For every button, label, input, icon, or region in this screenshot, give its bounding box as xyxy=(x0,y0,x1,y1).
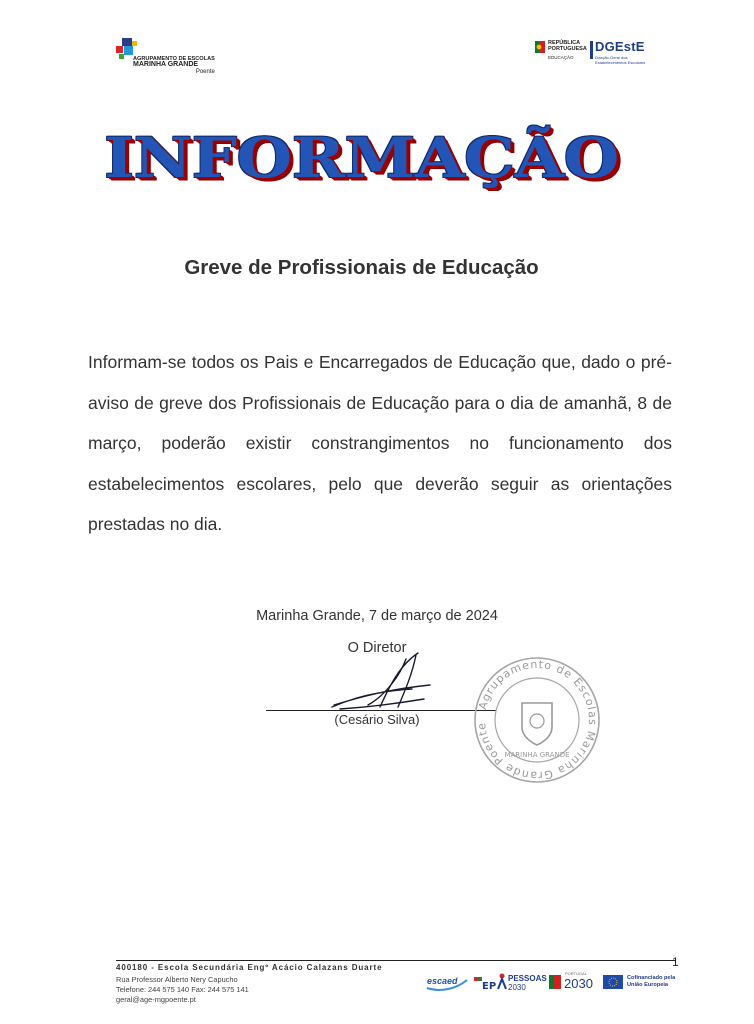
eu-flag-icon xyxy=(603,975,623,989)
pessoas-year: 2030 xyxy=(508,983,526,992)
svg-text:Agrupamento de Escolas Marinha xyxy=(475,658,599,782)
dgeste-sub1: Direção-Geral dos xyxy=(595,55,628,60)
footer-divider xyxy=(116,960,676,961)
place-date: Marinha Grande, 7 de março de 2024 xyxy=(256,608,498,624)
school-logo-line1: AGRUPAMENTO DE ESCOLAS xyxy=(133,56,215,62)
portugal-emblem-icon xyxy=(535,41,545,53)
portugal-year: 2030 xyxy=(564,976,593,991)
portugal-2030-logo xyxy=(549,972,599,992)
svg-text:EP: EP xyxy=(482,981,497,992)
school-seal-stamp-icon xyxy=(472,655,602,785)
ep-logo-icon xyxy=(473,972,497,992)
footer-school-name: 400180 - Escola Secundária Engº Acácio Calazans Duarte xyxy=(116,963,383,972)
eu-cofinancing-logo xyxy=(603,972,683,992)
dgeste-bar-icon xyxy=(590,41,593,59)
page-number: 1 xyxy=(672,955,679,969)
pessoas-text: PESSOAS xyxy=(508,974,547,983)
footer-phone: Telefone: 244 575 140 Fax: 244 575 141 xyxy=(116,985,249,994)
gov-logo-line1: REPÚBLICA xyxy=(548,40,581,46)
signature-icon xyxy=(320,645,440,715)
stamp-outer-text: Agrupamento de Escolas Marinha Grande Poente xyxy=(474,657,600,783)
signature-line xyxy=(266,710,496,711)
portugal-label: PORTUGAL xyxy=(565,971,587,976)
body-paragraph: Informam-se todos os Pais e Encarregados de Educação que, dado o pré-aviso de greve dos Profissionais de Educação para o dia de amanhã, 8 de março, poderão existir constrangimentos no funcionamento dos estabelecimentos escolares, pelo que deverão seguir as orientações prestadas no dia. xyxy=(88,352,672,534)
eu-line2: União Europeia xyxy=(627,981,669,988)
stamp-inner-text: MARINHA GRANDE xyxy=(504,751,570,759)
director-title: O Diretor xyxy=(347,640,407,656)
director-name: (Cesário Silva) xyxy=(334,712,420,727)
school-logo-line3: Poente xyxy=(195,68,215,75)
eu-line1: Cofinanciado pela xyxy=(627,975,676,981)
government-logo xyxy=(535,38,665,66)
dgeste-brand: DGEstE xyxy=(595,39,645,54)
school-logo-line2: MARINHA GRANDE xyxy=(133,61,199,69)
escaed-text: escaed xyxy=(427,976,458,986)
gov-logo-line2: PORTUGUESA xyxy=(548,46,587,52)
school-logo xyxy=(116,38,226,78)
footer-email: geral@age-mgpoente.pt xyxy=(116,995,196,1004)
footer-contact xyxy=(116,975,249,1005)
footer-logos xyxy=(425,972,680,994)
escaed-logo xyxy=(425,972,469,992)
gov-logo-line3: EDUCAÇÃO xyxy=(548,55,574,60)
pessoas-figure-icon xyxy=(497,973,507,991)
pessoas-2030-logo xyxy=(497,972,545,992)
portugal-2030-flag-icon xyxy=(549,973,563,991)
headline: INFORMAÇÃO xyxy=(104,126,619,191)
dgeste-sub2: Estabelecimentos Escolares xyxy=(595,59,646,65)
footer-address: Rua Professor Alberto Nery Capucho xyxy=(116,975,238,984)
subtitle: Greve de Profissionais de Educação xyxy=(184,256,539,279)
